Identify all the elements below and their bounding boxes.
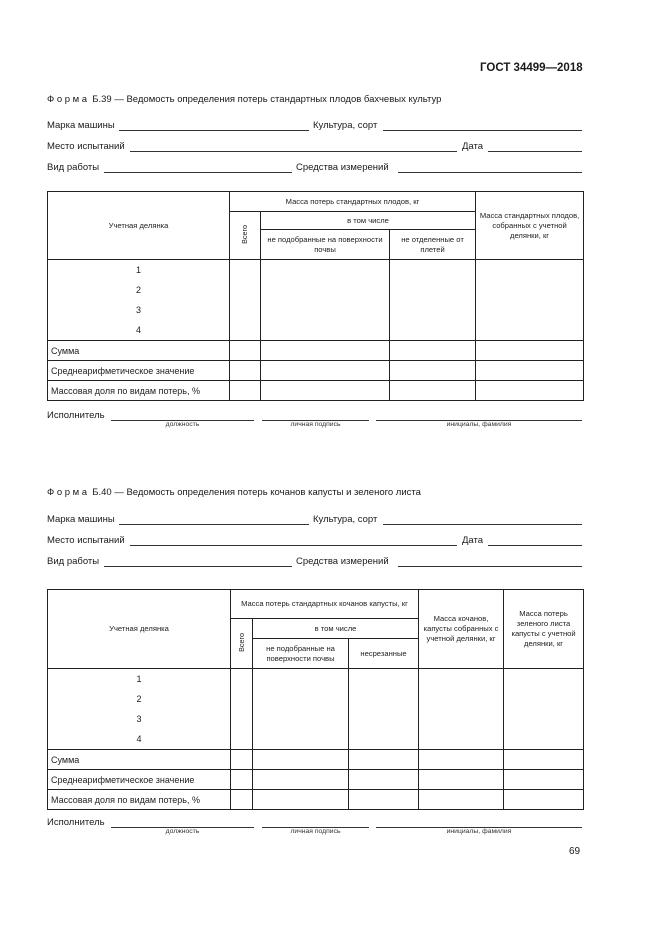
- machine-label: Марка машины: [47, 514, 115, 525]
- position-caption: должность: [165, 421, 200, 428]
- date-field[interactable]: [488, 141, 582, 152]
- form-label: Форма: [47, 487, 90, 498]
- form-title-text: Б.39 — Ведомость определения потерь стандартных плодов бахчевых культур: [89, 94, 442, 105]
- instruments-label: Средства измерений: [296, 556, 389, 567]
- crop-label: Культура, сорт: [313, 120, 378, 131]
- form-label: Форма: [47, 94, 90, 105]
- header-loss-group: Масса потерь стандартных кочанов капусты, кг: [231, 590, 419, 619]
- header-loss-group: Масса потерь стандартных плодов, кг: [230, 192, 476, 212]
- summary-sum: Сумма: [48, 750, 231, 770]
- header-collected: Масса стандартных плодов, собранных с учетной делянки, кг: [476, 192, 584, 260]
- header-not-picked: не подобранные на поверхности почвы: [261, 230, 390, 260]
- header-heads-collected: Масса кочанов, капусты собранных с учетной делянки, кг: [419, 590, 504, 669]
- header-not-cut: несрезанные: [349, 639, 419, 669]
- executor-label: Исполнитель: [47, 817, 105, 828]
- place-field[interactable]: [130, 141, 457, 152]
- form-title: [47, 94, 441, 105]
- crop-field[interactable]: [383, 120, 582, 131]
- table-row: 3: [48, 709, 231, 729]
- table-row: 2: [48, 280, 230, 300]
- position-caption: должность: [165, 828, 200, 835]
- loss-table-b40: [47, 589, 584, 810]
- position-line[interactable]: [111, 410, 254, 421]
- machine-field[interactable]: [119, 514, 309, 525]
- loss-table-b39: [47, 191, 584, 401]
- work-label: Вид работы: [47, 556, 100, 567]
- instruments-field[interactable]: [398, 556, 582, 567]
- header-plot: Учетная делянка: [48, 590, 231, 669]
- header-leaf-loss: Масса потерь зеленого листа капусты с учетной делянки, кг: [504, 590, 584, 669]
- standard-number: ГОСТ 34499—2018: [480, 62, 583, 74]
- crop-field[interactable]: [383, 514, 582, 525]
- summary-mean: Среднеарифметическое значение: [48, 770, 231, 790]
- executor-label: Исполнитель: [47, 410, 105, 421]
- header-including: в том числе: [261, 212, 476, 230]
- table-row: 2: [48, 689, 231, 709]
- header-total: Всего: [230, 212, 261, 260]
- name-caption: инициалы, фамилия: [446, 828, 512, 835]
- header-plot: Учетная делянка: [48, 192, 230, 260]
- table-row: 4: [48, 729, 231, 750]
- page-number: 69: [569, 846, 581, 857]
- form-title: [47, 487, 421, 498]
- work-field[interactable]: [104, 556, 292, 567]
- summary-mean: Среднеарифметическое значение: [48, 361, 230, 381]
- table-row: 1: [48, 260, 230, 281]
- header-not-picked: не подобранные на поверхности почвы: [253, 639, 349, 669]
- header-total: Всего: [231, 619, 253, 669]
- date-field[interactable]: [488, 535, 582, 546]
- machine-field[interactable]: [119, 120, 309, 131]
- machine-label: Марка машины: [47, 120, 115, 131]
- place-label: Место испытаний: [47, 141, 125, 152]
- signature-caption: личная подпись: [290, 828, 341, 835]
- position-line[interactable]: [111, 817, 254, 828]
- date-label: Дата: [462, 535, 484, 546]
- instruments-field[interactable]: [398, 162, 582, 173]
- table-row: 4: [48, 320, 230, 341]
- signature-caption: личная подпись: [290, 421, 341, 428]
- summary-share: Массовая доля по видам потерь, %: [48, 381, 230, 401]
- place-label: Место испытаний: [47, 535, 125, 546]
- signature-line[interactable]: [262, 410, 369, 421]
- form-title-text: Б.40 — Ведомость определения потерь кочанов капусты и зеленого листа: [89, 487, 421, 498]
- header-including: в том числе: [253, 619, 419, 639]
- header-not-separated: не отделенные от плетей: [390, 230, 476, 260]
- instruments-label: Средства измерений: [296, 162, 389, 173]
- signature-line[interactable]: [262, 817, 369, 828]
- summary-share: Массовая доля по видам потерь, %: [48, 790, 231, 810]
- table-row: 1: [48, 669, 231, 690]
- name-line[interactable]: [376, 817, 582, 828]
- crop-label: Культура, сорт: [313, 514, 378, 525]
- name-line[interactable]: [376, 410, 582, 421]
- table-row: 3: [48, 300, 230, 320]
- place-field[interactable]: [130, 535, 457, 546]
- summary-sum: Сумма: [48, 341, 230, 361]
- work-field[interactable]: [104, 162, 292, 173]
- name-caption: инициалы, фамилия: [446, 421, 512, 428]
- work-label: Вид работы: [47, 162, 100, 173]
- date-label: Дата: [462, 141, 484, 152]
